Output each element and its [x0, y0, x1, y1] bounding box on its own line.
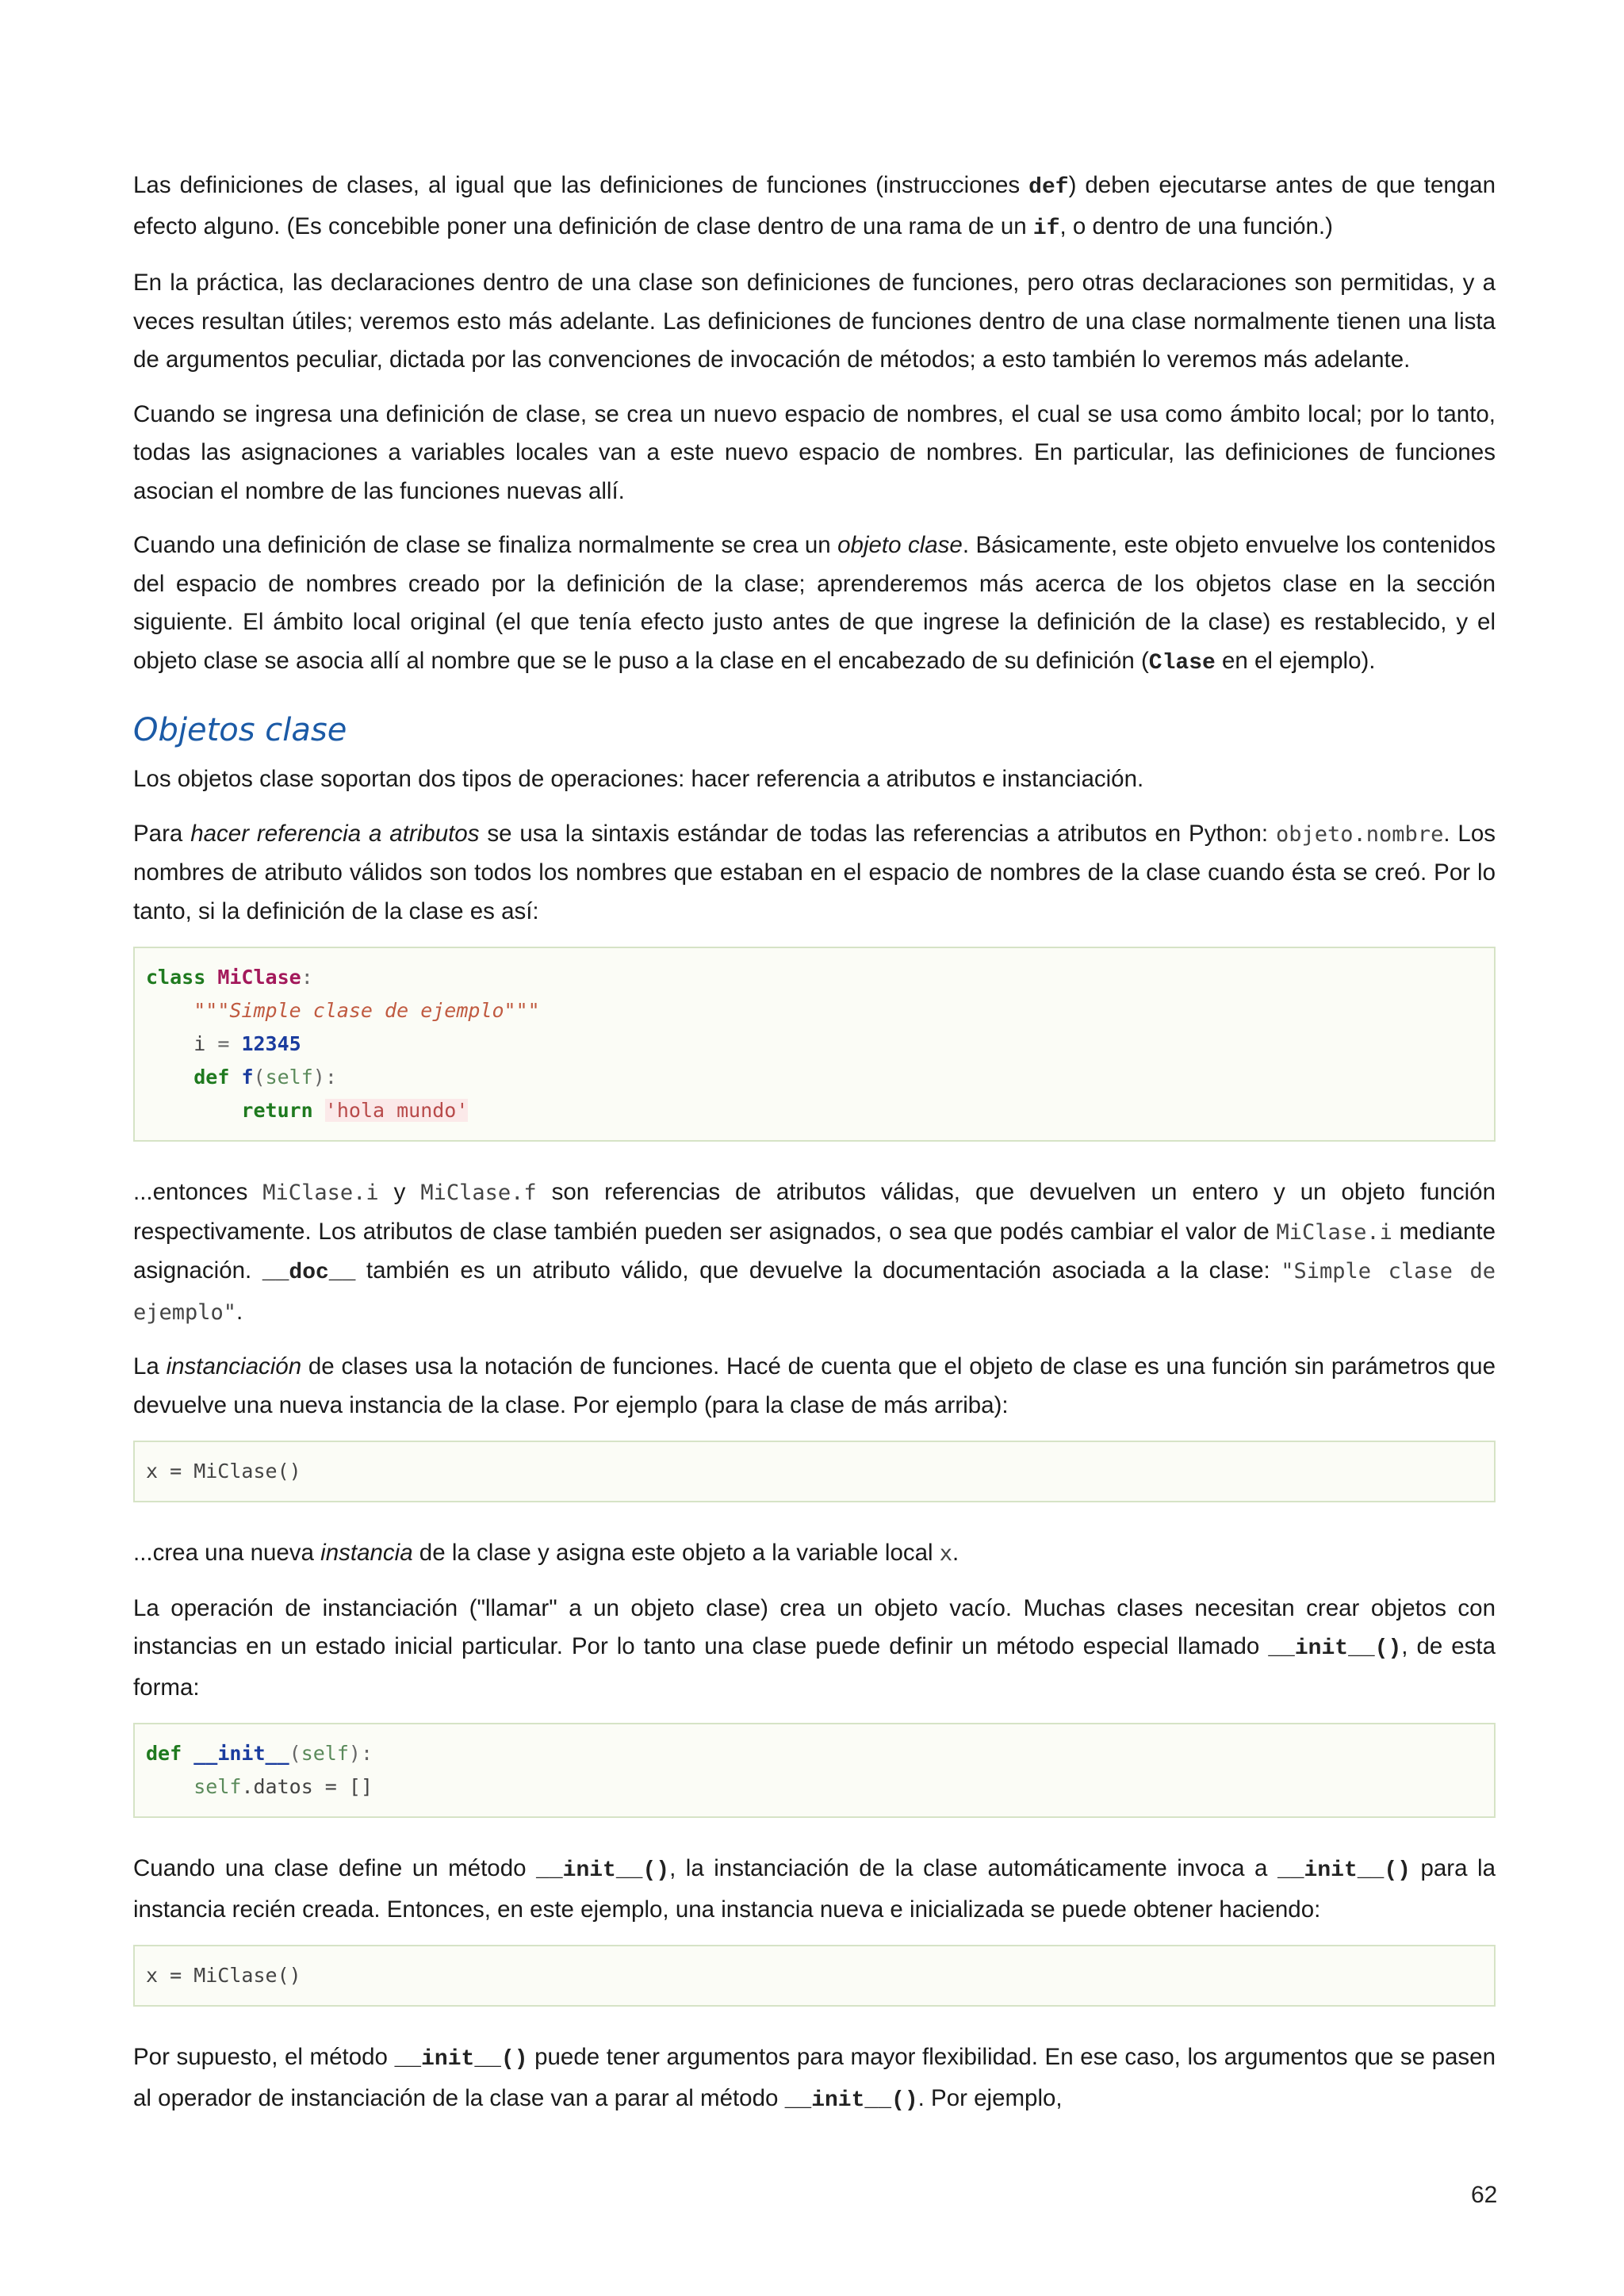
text: en el ejemplo). — [1215, 647, 1376, 674]
text: Las definiciones de clases, al igual que las definiciones de funciones (instrucciones — [133, 172, 1029, 198]
text: puede tener argumentos para mayor flexibilidad. En ese caso, los argumentos que se pasen al operador de instanciación de la clase van a parar al método — [133, 2044, 1496, 2111]
text: y — [378, 1179, 421, 1205]
code-punct: ( — [289, 1742, 301, 1765]
text: , la instanciación de la clase automáticamente invoca a — [669, 1855, 1277, 1881]
inline-code-init: __init__() — [784, 2087, 918, 2113]
code-punct: ( — [253, 1066, 266, 1089]
code-block-class-definition — [133, 947, 1496, 1142]
text: . Por ejemplo, — [917, 2084, 1063, 2111]
paragraph-instantiation — [133, 1348, 1496, 1425]
text: de clases usa la notación de funciones. Hacé de cuenta que el objeto de clase es una función sin parámetros que devuelve una nueva instancia de la clase. Por ejemplo (para la clase de más arriba): — [133, 1353, 1496, 1418]
text: ) deben ejecutarse antes de que tengan efecto alguno. (Es concebible poner una definición de clase dentro de una rama de un — [133, 172, 1496, 239]
inline-code-miclase-i: MiClase.i — [262, 1181, 379, 1205]
text: Por supuesto, el método — [133, 2044, 395, 2070]
code-block-instantiation-2 — [133, 1945, 1496, 2007]
code-block-init — [133, 1723, 1496, 1818]
inline-code-init: __init__() — [394, 2047, 528, 2072]
text: La operación de instanciación ("llamar" a un objeto clase) crea un objeto vacío. Muchas clases necesitan crear objetos con instancias en un estado inicial particular. Por lo tanto una clase puede definir un método especial llamado — [133, 1594, 1496, 1659]
text: se usa la sintaxis estándar de todas las referencias a atributos en Python: — [479, 820, 1276, 847]
inline-code-init: __init__() — [1268, 1636, 1402, 1661]
text: de la clase y asigna este objeto a la variable local — [412, 1540, 940, 1566]
emphasis-instancia: instancia — [320, 1540, 413, 1566]
inline-code-x: x — [939, 1541, 953, 1566]
inline-code-docstring-value: "Simple clase de ejemplo" — [133, 1259, 1496, 1325]
code-function-name: f — [241, 1066, 254, 1089]
inline-code-init: __init__() — [1277, 1858, 1411, 1883]
text: . — [236, 1298, 243, 1325]
paragraph-in-practice: En la práctica, las declaraciones dentro de una clase son definiciones de funciones, pero otras declaraciones son permitidas, y a veces resultan útiles; veremos esto más adelante. Las definiciones de funciones dentro de una clase normalmente tienen una lista de argumentos peculiar, dictada por las convenciones de invocación de métodos; a esto también lo veremos más adelante. — [133, 270, 1496, 373]
code-line — [146, 1094, 1483, 1127]
inline-code-def: def — [1028, 175, 1069, 200]
code-line: x = MiClase() — [146, 1964, 301, 1987]
emphasis-attribute-reference: hacer referencia a atributos — [190, 820, 480, 847]
paragraph-init-method — [133, 1590, 1496, 1708]
text: . Los nombres de atributo válidos son todos los nombres que estaban en el espacio de nombres de la clase cuando ésta se creó. Por lo tanto, si la definición de la clase es así: — [133, 820, 1496, 924]
code-text: .datos = [] — [241, 1775, 373, 1798]
paragraph-init-invocation — [133, 1850, 1496, 1929]
code-string: 'hola mundo' — [324, 1099, 469, 1122]
text: mediante asignación. — [133, 1218, 1496, 1284]
code-docstring: """Simple clase de ejemplo""" — [193, 999, 540, 1022]
inline-code-objeto-nombre: objeto.nombre — [1276, 821, 1444, 847]
inline-code-miclase-i: MiClase.i — [1276, 1219, 1392, 1245]
code-line — [146, 1770, 1483, 1804]
paragraph-new-instance — [133, 1534, 1496, 1574]
inline-code-miclase-f: MiClase.f — [420, 1181, 537, 1205]
inline-code-doc: __doc__ — [262, 1261, 356, 1285]
code-self: self — [193, 1775, 242, 1798]
text: , o dentro de una función.) — [1059, 212, 1333, 239]
paragraph-init-arguments — [133, 2038, 1496, 2120]
code-keyword: def — [193, 1066, 230, 1089]
code-class-name: MiClase — [217, 966, 301, 989]
text: . Básicamente, este objeto envuelve los contenidos del espacio de nombres creado por la definición de la clase; aprenderemos más acerca de los objetos clase en la sección siguiente. El ámbito local original (el que tenía efecto justo antes de que ingrese la definición de la clase) es restablecido, y el objeto clase se asocia allí al nombre que se le puso a la clase en el encabezado de su definición ( — [133, 532, 1496, 674]
text: La — [133, 1353, 167, 1380]
text: Cuando una clase define un método — [133, 1855, 537, 1881]
section-heading: Objetos clase — [133, 712, 347, 748]
text: también es un atributo válido, que devuelve la documentación asociada a la clase: — [355, 1257, 1281, 1284]
emphasis-objeto-clase: objeto clase — [837, 532, 963, 558]
text: . — [952, 1540, 959, 1566]
text: Cuando una definición de clase se finaliza normalmente se crea un — [133, 532, 838, 558]
code-line — [146, 1027, 1483, 1061]
code-keyword: return — [241, 1099, 313, 1122]
code-line — [146, 1737, 1483, 1770]
code-keyword: class — [146, 966, 206, 989]
text: ...entonces — [133, 1179, 263, 1205]
inline-code-if: if — [1032, 216, 1060, 241]
paragraph-operations: Los objetos clase soportan dos tipos de operaciones: hacer referencia a atributos e instanciación. — [133, 766, 1144, 792]
emphasis-instanciacion: instanciación — [166, 1353, 302, 1380]
code-variable: i — [193, 1032, 206, 1055]
text: , de esta forma: — [133, 1633, 1496, 1701]
text: para la instancia recién creada. Entonces, en este ejemplo, una instancia nueva e inicializada se puede obtener haciendo: — [133, 1855, 1496, 1923]
page-content — [133, 166, 1496, 2136]
text: ...crea una nueva — [133, 1540, 321, 1566]
code-punct: : — [301, 966, 313, 989]
code-punct: ): — [348, 1742, 373, 1765]
inline-code-clase: Clase — [1148, 650, 1216, 675]
paragraph-class-definitions — [133, 166, 1496, 248]
paragraph-class-object — [133, 526, 1496, 683]
code-function-name: __init__ — [193, 1742, 289, 1765]
code-line — [146, 1061, 1483, 1094]
code-self: self — [301, 1742, 349, 1765]
code-block-instantiation — [133, 1441, 1496, 1502]
page-number: 62 — [1471, 2182, 1498, 2208]
inline-code-init: __init__() — [536, 1858, 670, 1883]
code-line: x = MiClase() — [146, 1460, 301, 1483]
paragraph-attribute-refs-valid — [133, 1173, 1496, 1332]
code-line — [146, 961, 1483, 994]
code-keyword: def — [146, 1742, 182, 1765]
code-punct: ): — [312, 1066, 337, 1089]
code-self: self — [265, 1066, 313, 1089]
code-line — [146, 994, 1483, 1027]
text: son referencias de atributos válidas, que devuelven un entero y un objeto función respectivamente. Los atributos de clase también pueden ser asignados, o sea que podés cambiar el valor de — [133, 1179, 1496, 1245]
paragraph-attribute-reference — [133, 815, 1496, 932]
paragraph-namespace: Cuando se ingresa una definición de clase, se crea un nuevo espacio de nombres, el cual se usa como ámbito local; por lo tanto, todas las asignaciones a variables locales van a este nuevo espacio de nombres. En particular, las definiciones de funciones asocian el nombre de las funciones nuevas allí. — [133, 400, 1496, 504]
code-operator: = — [205, 1032, 242, 1055]
text: Para — [133, 820, 191, 847]
code-number: 12345 — [241, 1032, 301, 1055]
